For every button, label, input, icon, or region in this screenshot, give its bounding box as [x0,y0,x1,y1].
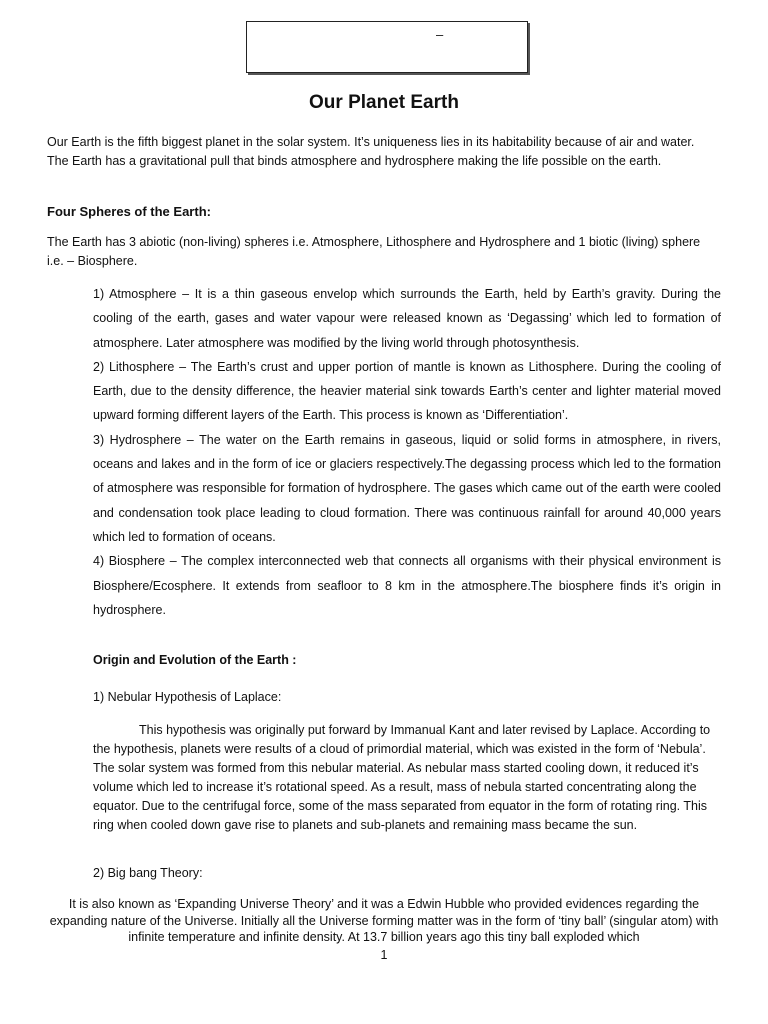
spheres-list [93,282,721,622]
page-number: 1 [380,948,388,962]
page-title: Our Planet Earth [309,92,459,113]
sphere-item-lithosphere: 2) Lithosphere – The Earth’s crust and upper portion of mantle is known as Lithosphere. During the cooling of Earth, due to the density difference, the heavier material sink towards Earth’s center and lighter material moved upward forming different layers of the Earth. This process is known as ‘Differentiation’. [93,359,721,423]
sphere-item-hydrosphere: 3) Hydrosphere – The water on the Earth remains in gaseous, liquid or solid forms in atmosphere, in rivers, oceans and lakes and in the form of ice or glaciers respectively.The degassing process which led to the formation of atmosphere was responsible for formation of hydrosphere. The gases which came out of the earth were cooled and condensation took place leading to cloud formation. There was continuous rainfall for around 40,000 years which led to formation of oceans. [93,432,721,544]
header-box-mark: – [436,27,444,42]
spheres-heading: Four Spheres of the Earth: [47,204,211,219]
bigbang-paragraph: It is also known as ‘Expanding Universe Theory’ and it was a Edwin Hubble who provided evidences regarding the expanding nature of the Universe. Initially all the Universe forming matter was in the form of ‘tiny ball’ (singular atom) with infinite temperature and infinite density. At 13.7 billion years ago this tiny ball exploded which [49,897,719,944]
header-box [246,21,528,73]
spheres-intro-paragraph: The Earth has 3 abiotic (non-living) spheres i.e. Atmosphere, Lithosphere and Hydrosphere and 1 biotic (living) sphere i.e. – Biosphere. [47,235,701,268]
sphere-item-atmosphere: 1) Atmosphere – It is a thin gaseous envelop which surrounds the Earth, held by Earth’s gravity. During the cooling of the earth, gases and water vapour were released known as ‘Degassing’ which led to formation of atmosphere. Later atmosphere was modified by the living world through photosynthesis. [93,287,721,350]
origin-heading: Origin and Evolution of the Earth : [93,653,297,667]
intro-paragraph: Our Earth is the fifth biggest planet in the solar system. It’s uniqueness lies in its habitability because of air and water. The Earth has a gravitational pull that binds atmosphere and hydrosphere making the life possible on the earth. [47,135,695,168]
nebular-heading: 1) Nebular Hypothesis of Laplace: [93,690,282,704]
nebular-paragraph: This hypothesis was originally put forward by Immanual Kant and later revised by Laplace. According to the hypothesis, planets were results of a cloud of primordial material, which was existed in the form of ‘Nebula’. The solar system was formed from this nebular material. As nebular mass started cooling down, it reduced it’s volume which led to increase it’s rotational speed. As a result, mass of nebula started concentrating along the equator. Due to the centrifugal force, some of the mass separated from equator in the form of rotating ring. This ring when cooled down gave rise to planets and sub-planets and remaining mass became the sun. [93,723,711,832]
sphere-item-biosphere: 4) Biosphere – The complex interconnected web that connects all organisms with their physical environment is Biosphere/Ecosphere. It extends from seafloor to 8 km in the atmosphere.The biosphere finds it’s origin in hydrosphere. [93,554,721,617]
bigbang-heading: 2) Big bang Theory: [93,866,203,880]
